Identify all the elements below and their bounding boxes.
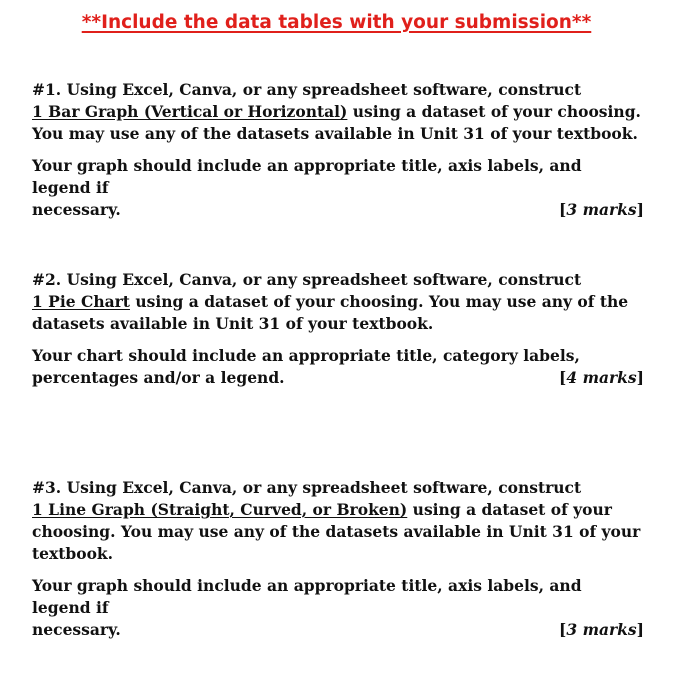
- question-3-intro: #3. Using Excel, Canva, or any spreadsheet software, construct: [32, 478, 582, 497]
- question-1-req-line2: necessary.: [32, 200, 121, 219]
- question-1-intro: #1. Using Excel, Canva, or any spreadsheet software, construct: [32, 80, 582, 99]
- question-1-req-line1: Your graph should include an appropriate title, axis labels, and legend if: [32, 156, 582, 197]
- question-1-datasets: You may use any of the datasets available in Unit 31 of your textbook.: [32, 124, 638, 143]
- question-3-prompt: [32, 477, 644, 565]
- question-2-req-line1: Your chart should include an appropriate title, category labels,: [32, 346, 580, 365]
- question-1-marks-value: 3 marks: [566, 200, 637, 219]
- question-2-graph-type: 1 Pie Chart: [32, 292, 130, 311]
- question-3-marks: [3 marks]: [559, 620, 644, 639]
- question-3: [32, 477, 644, 641]
- question-1-requirements: [32, 155, 644, 221]
- question-1: [32, 79, 644, 221]
- question-3-datasets-cont: textbook.: [32, 544, 114, 563]
- header-text: **Include the data tables with your submission**: [81, 12, 592, 33]
- question-2-datasets: datasets available in Unit 31 of your textbook.: [32, 314, 434, 333]
- question-3-graph-type: 1 Line Graph (Straight, Curved, or Broken): [32, 500, 408, 519]
- question-2-marks-value: 4 marks: [566, 368, 637, 387]
- question-3-req-line2: necessary.: [32, 620, 121, 639]
- question-2-requirements: [32, 345, 644, 389]
- question-1-marks: [3 marks]: [559, 200, 644, 219]
- question-2-after: using a dataset of your choosing. You may use any of the: [129, 292, 629, 311]
- question-3-req-line1: Your graph should include an appropriate title, axis labels, and legend if: [32, 576, 582, 617]
- question-1-prompt: [32, 79, 644, 145]
- question-3-datasets: choosing. You may use any of the datasets available in Unit 31 of your: [32, 522, 641, 541]
- page-header: [0, 10, 673, 36]
- question-3-requirements: [32, 575, 644, 641]
- question-2-prompt: [32, 269, 644, 335]
- question-2-intro: #2. Using Excel, Canva, or any spreadsheet software, construct: [32, 270, 582, 289]
- question-1-after: using a dataset of your choosing.: [347, 102, 641, 121]
- question-2: [32, 269, 644, 389]
- question-3-marks-value: 3 marks: [566, 620, 637, 639]
- question-1-graph-type: 1 Bar Graph (Vertical or Horizontal): [32, 102, 348, 121]
- question-2-marks: [4 marks]: [559, 368, 644, 387]
- question-3-after: using a dataset of your: [407, 500, 612, 519]
- question-2-req-line2: percentages and/or a legend.: [32, 368, 285, 387]
